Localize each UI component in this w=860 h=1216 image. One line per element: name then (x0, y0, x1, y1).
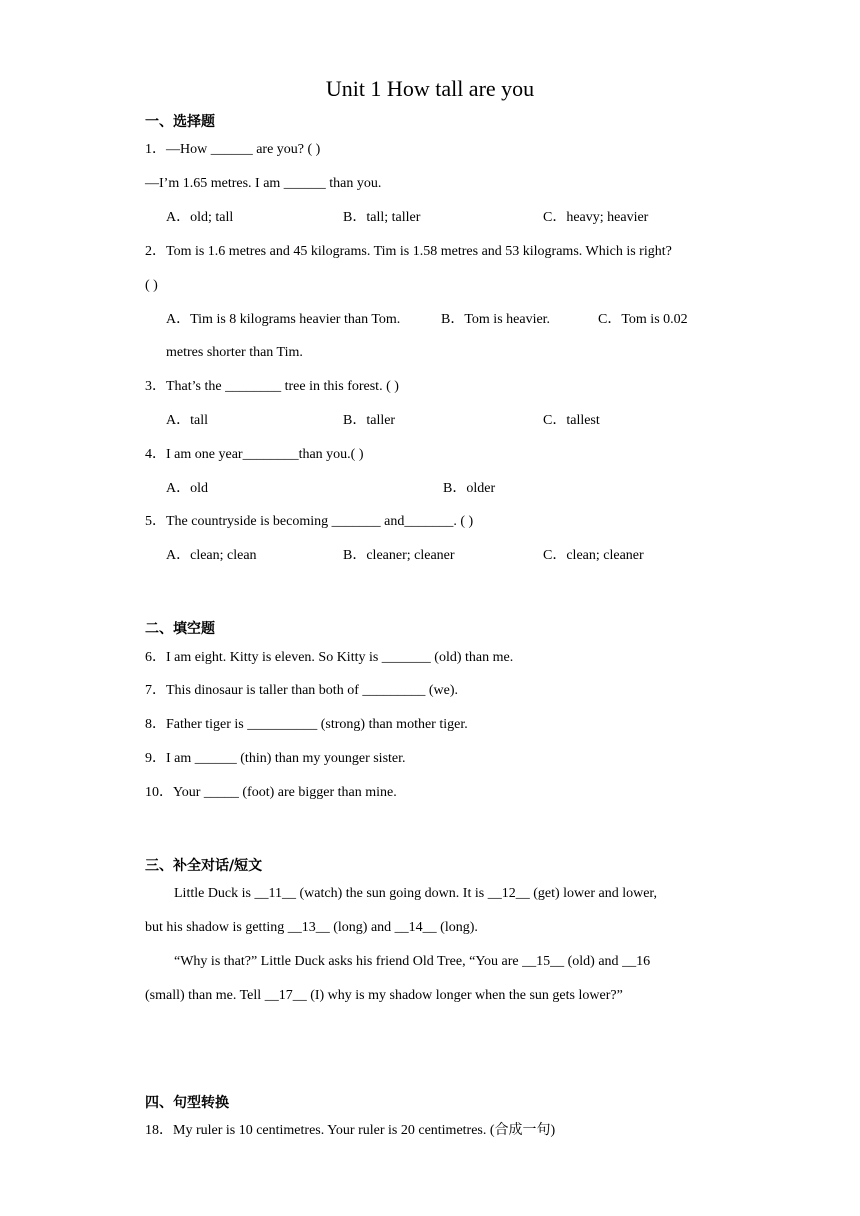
question-8: 8．Father tiger is __________ (strong) than mother tiger. (145, 717, 468, 732)
passage-line-4 (145, 986, 623, 1006)
question-9: 9．I am ______ (thin) than my younger sister. (145, 751, 406, 766)
question-18: 18．My ruler is 10 centimetres. Your ruler is 20 centimetres. (合成一句) (145, 1123, 556, 1138)
q3-option-b: B．taller (343, 413, 396, 428)
passage-line-1 (174, 884, 657, 904)
question-7: 7．This dinosaur is taller than both of _________ (we). (145, 683, 459, 698)
q2-option-b: B．Tom is heavier. (441, 312, 551, 327)
blank-11: __11__ (254, 886, 296, 901)
q5-option-b: B．cleaner; cleaner (343, 548, 455, 563)
question-2-line2: ( ) (145, 278, 158, 293)
passage-text: (I) why is my shadow longer when the sun gets lower?” (306, 988, 623, 1003)
q4-option-b: B．older (443, 481, 496, 496)
passage-text: (watch) the sun going down. It is (295, 886, 488, 901)
passage-text: (old) and (564, 954, 623, 969)
passage-text: (small) than me. Tell (145, 988, 265, 1003)
page-title: Unit 1 How tall are you (325, 76, 535, 101)
question-4: 4．I am one year________than you.( ) (145, 447, 364, 462)
blank-14: __14__ (394, 920, 437, 935)
blank-16: __16 (622, 954, 651, 969)
question-5: 5．The countryside is becoming _______ and_______. ( ) (145, 514, 474, 529)
section-heading-transform: 四、句型转换 (145, 1095, 229, 1111)
q4-option-a: A．old (166, 481, 208, 496)
passage-line-2 (145, 918, 478, 938)
blank-17: __17__ (264, 988, 307, 1003)
passage-text: “Why is that?” Little Duck asks his friend Old Tree, “You are (174, 954, 523, 969)
q2-option-a: A．Tim is 8 kilograms heavier than Tom. (166, 312, 401, 327)
q2-option-c: C．Tom is 0.02 (598, 312, 688, 327)
passage-text: (long). (436, 920, 478, 935)
passage-text: (long) and (329, 920, 395, 935)
blank-13: __13__ (287, 920, 330, 935)
question-2-line1: 2．Tom is 1.6 metres and 45 kilograms. Tim is 1.58 metres and 53 kilograms. Which is right? (145, 244, 672, 259)
question-1-line2: —I’m 1.65 metres. I am ______ than you. (145, 176, 382, 191)
q1-option-a: A．old; tall (166, 210, 234, 225)
blank-12: __12__ (487, 886, 530, 901)
section-heading-fill: 二、填空题 (145, 621, 215, 637)
q5-option-c: C．clean; cleaner (543, 548, 644, 563)
q3-option-c: C．tallest (543, 413, 600, 428)
q1-option-b: B．tall; taller (343, 210, 421, 225)
question-1-line1: 1．—How ______ are you? ( ) (145, 142, 321, 157)
question-10: 10．Your _____ (foot) are bigger than mine. (145, 785, 397, 800)
passage-text: Little Duck is (174, 886, 255, 901)
question-3: 3．That’s the ________ tree in this forest. ( ) (145, 379, 399, 394)
blank-15: __15__ (522, 954, 565, 969)
q3-option-a: A．tall (166, 413, 208, 428)
passage-text: (get) lower and lower, (529, 886, 658, 901)
section-heading-choice: 一、选择题 (145, 114, 215, 130)
q5-option-a: A．clean; clean (166, 548, 257, 563)
q2-option-c-continued: metres shorter than Tim. (166, 345, 303, 360)
question-6: 6．I am eight. Kitty is eleven. So Kitty is _______ (old) than me. (145, 650, 514, 665)
q1-option-c: C．heavy; heavier (543, 210, 649, 225)
passage-text: but his shadow is getting (145, 920, 288, 935)
passage-line-3 (174, 952, 650, 972)
section-heading-passage: 三、补全对话/短文 (145, 858, 263, 874)
